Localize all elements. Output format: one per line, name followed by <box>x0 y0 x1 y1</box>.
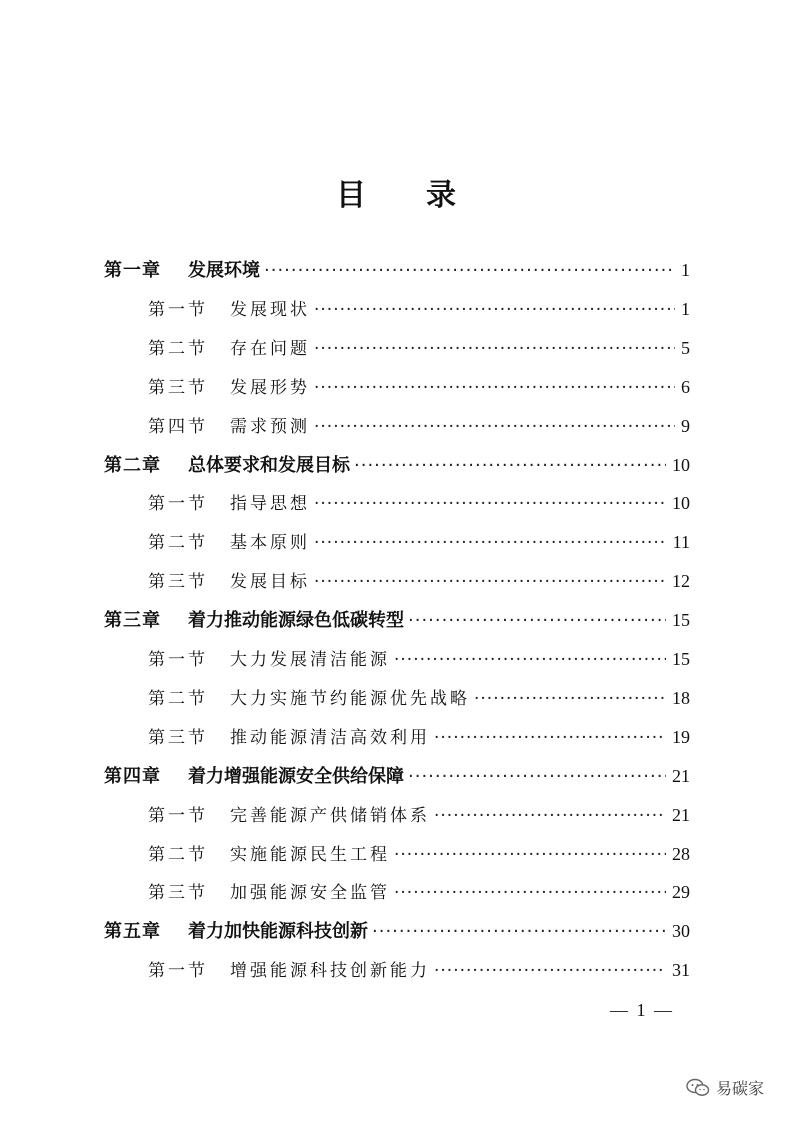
toc-entry-number: 第一节 <box>148 299 208 320</box>
toc-page-number: 1 <box>681 260 690 280</box>
toc-page-number: 10 <box>672 493 690 514</box>
toc-entry-label <box>148 489 310 519</box>
toc-entry-label <box>104 256 260 286</box>
toc-entry-number: 第三节 <box>148 883 208 904</box>
toc-entry-title: 发展形势 <box>230 377 310 398</box>
toc-section-row[interactable] <box>148 294 690 324</box>
toc-entry-label <box>148 567 310 597</box>
toc-entry-number: 第一节 <box>148 805 208 826</box>
toc-entry-number: 第二节 <box>148 844 208 865</box>
toc-entry-title: 大力实施节约能源优先战略 <box>230 688 470 709</box>
toc-page-number: 31 <box>672 960 690 981</box>
toc-dot-leader <box>314 412 675 442</box>
toc-section-row[interactable] <box>148 411 690 441</box>
page-title <box>0 170 794 214</box>
toc-dot-leader <box>314 489 666 519</box>
toc-entry-title: 着力加快能源科技创新 <box>188 921 368 943</box>
toc-section-row[interactable] <box>148 839 690 869</box>
toc-entry-title: 加强能源安全监管 <box>230 883 390 904</box>
toc-entry-title: 大力发展清洁能源 <box>230 650 390 670</box>
toc-dot-leader <box>264 256 675 286</box>
toc-page-number: 9 <box>681 415 690 436</box>
toc-entry-number: 第三节 <box>148 727 208 748</box>
toc-entry-label <box>148 801 430 831</box>
toc-entry-title: 实施能源民生工程 <box>230 844 390 865</box>
toc-dot-leader <box>354 451 666 481</box>
toc-entry-title: 存在问题 <box>230 338 310 359</box>
toc-entry-label <box>104 762 404 792</box>
toc-section-row[interactable] <box>148 372 690 402</box>
toc-page-number: 29 <box>672 882 690 903</box>
toc-page-number: 15 <box>672 649 690 669</box>
toc-page-number: 21 <box>672 765 690 786</box>
toc-dot-leader <box>434 801 666 831</box>
toc-entry-number: 第一章 <box>104 260 161 281</box>
toc-page-number: 10 <box>672 454 690 475</box>
toc-page-number: 19 <box>672 726 690 747</box>
toc-entry-label <box>148 412 310 442</box>
toc-entry-number: 第一节 <box>148 494 208 515</box>
toc-entry-number: 第一节 <box>148 961 208 982</box>
toc-entry-label <box>104 606 404 636</box>
toc-entry-title: 指导思想 <box>230 494 310 515</box>
toc-page-number: 21 <box>672 804 690 825</box>
toc-section-row[interactable] <box>148 955 690 985</box>
toc-chapter-row[interactable] <box>104 605 690 635</box>
toc-dot-leader <box>314 334 675 364</box>
toc-dot-leader <box>394 645 666 675</box>
toc-dot-leader <box>474 684 666 714</box>
toc-entry-number: 第二章 <box>104 454 161 476</box>
toc-entry-number: 第二节 <box>148 338 208 359</box>
title-char-1: 目 <box>336 178 368 213</box>
toc-entry-title: 基本原则 <box>230 533 310 554</box>
toc-entry-title: 增强能源科技创新能力 <box>230 961 430 982</box>
toc-entry-title: 需求预测 <box>230 416 310 437</box>
toc-entry-title: 着力推动能源绿色低碳转型 <box>188 610 404 632</box>
toc-section-row[interactable] <box>148 527 690 557</box>
toc-page-number: 6 <box>681 376 690 397</box>
toc-dot-leader <box>394 878 666 908</box>
toc-entry-number: 第四节 <box>148 416 208 437</box>
toc-dot-leader <box>408 606 666 636</box>
toc-chapter-row[interactable] <box>104 255 690 285</box>
toc-entry-title: 发展环境 <box>188 260 260 281</box>
toc-page-number: 12 <box>672 571 690 592</box>
toc-dot-leader <box>394 840 666 870</box>
toc-chapter-row[interactable] <box>104 916 690 946</box>
toc-dot-leader <box>314 528 667 558</box>
toc-entry-title: 着力增强能源安全供给保障 <box>188 765 404 787</box>
brand-label: 易碳家 <box>716 1079 765 1098</box>
toc-entry-number: 第三章 <box>104 610 161 632</box>
toc-page-number: 28 <box>672 843 690 864</box>
toc-entry-label <box>148 528 310 558</box>
toc-entry-number: 第四章 <box>104 765 161 787</box>
toc-entry-number: 第二节 <box>148 688 208 709</box>
wechat-icon <box>686 1078 710 1098</box>
toc-entry-number: 第二节 <box>148 533 208 554</box>
title-char-2: 录 <box>426 178 458 213</box>
toc-chapter-row[interactable] <box>104 450 690 480</box>
toc-page-number: 5 <box>681 337 690 358</box>
toc-entry-label <box>148 645 390 675</box>
toc-page-number: 30 <box>672 921 690 942</box>
toc-entry-label <box>148 723 430 753</box>
brand-watermark <box>686 1076 764 1099</box>
toc-entry-number: 第三节 <box>148 572 208 593</box>
toc-dot-leader <box>408 762 666 792</box>
toc-page-number: 15 <box>672 610 690 631</box>
toc-entry-label <box>148 684 470 714</box>
toc-dot-leader <box>314 567 666 597</box>
toc-section-row[interactable] <box>148 488 690 518</box>
toc-section-row[interactable] <box>148 333 690 363</box>
toc-entry-title: 完善能源产供储销体系 <box>230 805 430 826</box>
toc-section-row[interactable] <box>148 800 690 830</box>
toc-section-row[interactable] <box>148 644 690 674</box>
toc-entry-label <box>148 334 310 364</box>
toc-entry-label <box>148 956 430 986</box>
toc-page-number: 18 <box>672 687 690 708</box>
toc-entry-number: 第五章 <box>104 921 161 943</box>
toc-section-row[interactable] <box>148 566 690 596</box>
toc-entry-title: 总体要求和发展目标 <box>188 454 350 476</box>
toc-section-row[interactable] <box>148 877 690 907</box>
toc-entry-title: 发展现状 <box>230 299 310 320</box>
toc-entry-title: 发展目标 <box>230 572 310 593</box>
toc-section-row[interactable] <box>148 683 690 713</box>
toc-entry-label <box>148 373 310 403</box>
toc-entry-number: 第一节 <box>148 650 208 670</box>
toc-dot-leader <box>434 956 666 986</box>
page-number: — 1 — <box>610 1000 674 1020</box>
toc-dot-leader <box>372 917 666 947</box>
toc-entry-label <box>148 840 390 870</box>
toc-page-number: 1 <box>681 298 690 319</box>
toc-entry-label <box>104 451 350 481</box>
toc-entry-label <box>148 295 310 325</box>
toc-entry-number: 第三节 <box>148 377 208 398</box>
toc-section-row[interactable] <box>148 722 690 752</box>
toc-dot-leader <box>314 295 675 325</box>
toc-entry-title: 推动能源清洁高效利用 <box>230 727 430 748</box>
toc-chapter-row[interactable] <box>104 761 690 791</box>
toc-entry-label <box>148 878 390 908</box>
toc-dot-leader <box>314 373 675 403</box>
toc-dot-leader <box>434 723 666 753</box>
toc-page-number: 11 <box>672 532 690 553</box>
toc-entry-label <box>104 917 368 947</box>
